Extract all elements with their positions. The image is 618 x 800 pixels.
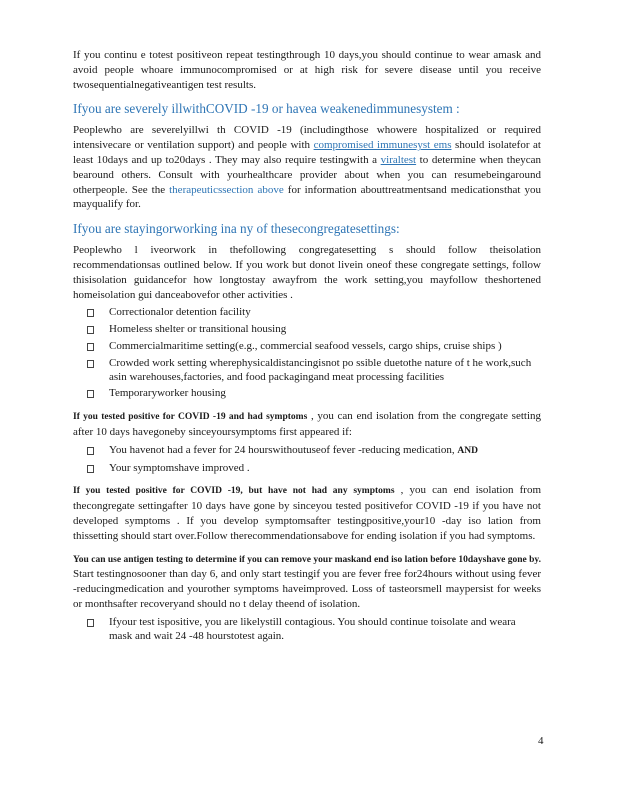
list-item-bold: AND [457, 445, 478, 456]
end-isolation-conditions-list [73, 444, 541, 476]
checkbox-bullet-icon [87, 390, 94, 398]
list-item [87, 306, 541, 320]
list-item [87, 444, 541, 459]
test-result-list [73, 616, 541, 644]
paragraph-symptomatic [73, 409, 541, 440]
paragraph-asymptomatic [73, 483, 541, 543]
checkbox-bullet-icon [87, 360, 94, 368]
paragraph-positive-testing [73, 48, 541, 92]
heading-severely-ill: Ifyou are severely illwithCOVID -19 or havea weakenedimmunesystem : [73, 101, 460, 117]
list-item-text: Correctionalor detention facility [109, 306, 251, 319]
list-item-text: Your symptomshave improved . [109, 461, 250, 474]
page-number: 4 [538, 735, 544, 747]
paragraph-antigen-testing [73, 552, 541, 612]
text-segment: should isolatefor at least 10days and up to20days . They may also require testingwith a [73, 139, 541, 166]
list-item-text: Crowded work setting wherephysicaldistancingisnot po ssible duetothe nature of t he work,such asin warehouses,factories, and food packagingand meat processing facilities [109, 356, 532, 383]
list-item-text: Temporaryworker housing [109, 387, 226, 400]
text-segment: Start testingnosooner than day 6, and only start testingif you are fever free for24hours without using fever -reducingmedication and yourother symptoms haveimproved. Loss of tasteorsmell maypersist for weeks or monthsafter recoveryand should no t delay theend of isolation. [73, 568, 541, 610]
bold-lead: If you tested positive for COVID -19 and had symptoms [73, 412, 308, 423]
list-item [87, 387, 541, 401]
paragraph-text-symptomatic [73, 409, 541, 440]
checkbox-bullet-icon [87, 465, 94, 473]
bold-lead: If you tested positive for COVID -19, but have not had any symptoms [73, 486, 395, 497]
list-item [87, 340, 541, 354]
link-viral-test[interactable]: viraltest [380, 153, 417, 166]
text-segment: , you can end isolation from thecongregate settingafter 10 days have gone by sinceyou tested positivefor COVID -19 if you have not developed symptoms . If you develop symptomsafter testingpositive,your10 -day iso lation from thissetting should start over.Follow therecommendationsabove for ending isolation if you had symptoms. [73, 484, 541, 542]
paragraph-text-antigen [73, 552, 541, 612]
list-item [87, 616, 541, 644]
checkbox-bullet-icon [87, 619, 94, 627]
paragraph-congregate [73, 243, 541, 302]
checkbox-bullet-icon [87, 309, 94, 317]
bold-lead: You can use antigen testing to determine if you can remove your maskand end iso lation before 10dayshave gone by. [73, 554, 541, 565]
checkbox-bullet-icon [87, 447, 94, 455]
list-item-text: You havenot had a fever for 24 hourswithoutuseof fever -reducing medication, [109, 443, 458, 456]
text-segment: to determine when theycan bearound others. Consult with yourhealthcare provider about when you can resumebeingaround otherpeople. See the [73, 153, 541, 196]
heading-congregate-settings: Ifyou are stayingorworking ina ny of thesecongregatesettings: [73, 221, 400, 237]
paragraph-text-congregate: Peoplewho l iveorwork in thefollowing congregatesetting s should follow theisolation recommendationsas outlined below. If you work but donot livein oneof these congregate settings, follow thisisolation guidancefor how longtostay awayfrom the work setting,you mayfollow theshortened homeisolation gui danceabovefor other activities . [73, 244, 541, 301]
list-item-text: Commercialmaritime setting(e.g., commercial seafood vessels, cargo ships, cruise ships ) [109, 339, 502, 352]
checkbox-bullet-icon [87, 326, 94, 334]
text-segment: for information abouttreatmentsand medicationsthat you mayqualify for. [73, 183, 541, 211]
document-page [73, 48, 541, 651]
paragraph-text: If you continu e totest positiveon repeat testingthrough 10 days,you should continue to wear amask and avoid people whoare immunocompromised or at high risk for severe disease until you receive twosequentialnegativeantigen test results. [73, 49, 541, 91]
text-segment: Peoplewho are severelyillwi th COVID -19 (includingthose whowere hospitalized or required intensivecare or ventilation support) and people with [73, 124, 541, 152]
checkbox-bullet-icon [87, 343, 94, 351]
link-compromised-immune-systems[interactable]: compromised immunesyst ems [313, 139, 452, 152]
text-segment: , you can end isolation from the congregate setting after 10 days havegoneby sinceyoursymptoms first appeared if: [73, 410, 541, 438]
paragraph-severely-ill [73, 123, 541, 212]
congregate-settings-list [73, 306, 541, 401]
list-item-text: Ifyour test ispositive, you are likelystill contagious. You should continue toisolate and weara mask and wait 24 -48 hourstotest again. [109, 615, 516, 642]
link-therapeutics-section[interactable]: therapeuticssection above [169, 183, 284, 196]
list-item [87, 462, 541, 476]
list-item [87, 323, 541, 337]
list-item-text: Homeless shelter or transitional housing [109, 323, 287, 336]
paragraph-text-asymptomatic [73, 483, 541, 543]
list-item [87, 357, 541, 385]
paragraph-text-severe [73, 123, 541, 212]
